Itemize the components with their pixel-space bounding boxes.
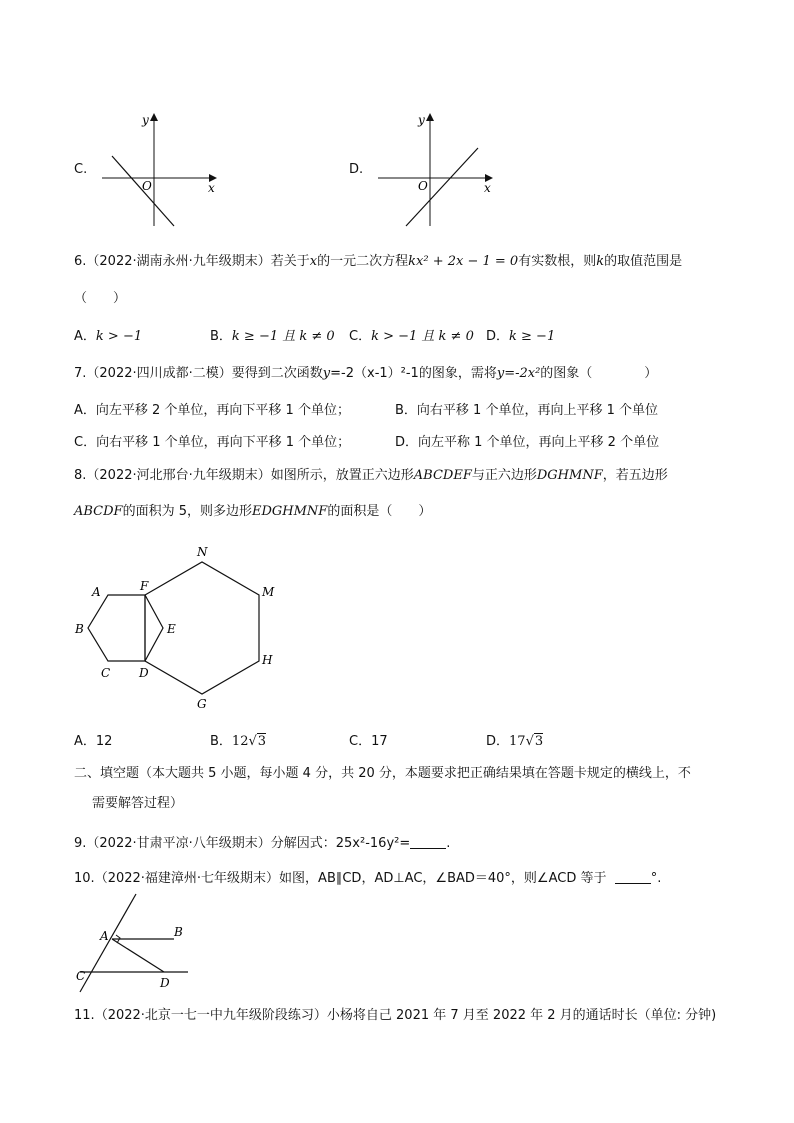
- label-c: C: [76, 969, 86, 983]
- option-value: k ≥ −1 且 k ≠ 0: [231, 329, 335, 344]
- option-a: A．12: [74, 734, 113, 749]
- transversal-line: [80, 894, 136, 992]
- section-heading-cont: 需要解答过程）: [92, 796, 184, 811]
- option-d-graph: [374, 108, 499, 230]
- sqrt-sign: √: [525, 734, 534, 749]
- stem-text: 小杨将自己 2021 年 7 月至 2022 年 2 月的通话时长（单位: 分钟): [326, 1008, 717, 1023]
- function-y: y: [322, 366, 331, 381]
- stem-text: 如图，AB∥CD，AD⊥AC，∠BAD＝40°，则∠ACD 等于: [279, 871, 607, 886]
- question-number: 9.: [74, 836, 87, 851]
- label-c: C: [101, 666, 111, 680]
- question-source: （2022·湖南永州·九年级期末）: [86, 254, 271, 269]
- option-label: D．: [486, 734, 510, 749]
- question-7-stem: [74, 362, 657, 381]
- question-number: 6.: [74, 254, 87, 269]
- label-a: A: [92, 585, 101, 599]
- stem-text: 的一元二次方程: [317, 254, 409, 269]
- option-b: [210, 730, 266, 749]
- stem-text: ，若五边形: [602, 468, 668, 483]
- hexagon-dghmnf: [145, 562, 259, 694]
- option-label: A．: [74, 329, 96, 344]
- stem-text: 的图象（ ）: [540, 366, 658, 381]
- axis-x-label: x: [484, 181, 491, 195]
- option-c: [349, 325, 474, 344]
- question-source: （2022·甘肃平凉·八年级期末）: [86, 836, 271, 851]
- stem-text: 与正六边形: [471, 468, 537, 483]
- question-6-stem: [74, 250, 682, 269]
- question-11: [74, 1004, 716, 1023]
- function-expression: y=-2x²: [496, 366, 541, 381]
- origin-label: O: [142, 179, 152, 193]
- question-source: （2022·四川成都·二模）: [86, 366, 232, 381]
- option-a: [74, 325, 142, 344]
- question-source: （2022·北京一七一中九年级阶段练习）: [94, 1008, 327, 1023]
- label-d: D: [160, 976, 170, 990]
- segment-ad: [112, 939, 164, 972]
- label-f: F: [140, 579, 149, 593]
- stem-text: 分解因式：25x²-16y²=: [270, 836, 411, 851]
- axis-y-label: y: [418, 113, 425, 127]
- equation: kx² + 2x − 1 = 0: [408, 254, 519, 269]
- stem-end: .: [446, 836, 451, 851]
- section-heading: 二、填空题（本大题共 5 小题，每小题 4 分，共 20 分，本题要求把正确结果填在答题卡规定的横线上，不: [74, 766, 691, 781]
- option-value: k > −1 且 k ≠ 0: [371, 329, 474, 344]
- answer-paren: （ ）: [74, 291, 127, 306]
- option-b: B．向右平移 1 个单位，再向上平移 1 个单位: [395, 403, 658, 418]
- stem-text: 如图所示，放置正六边形: [270, 468, 414, 483]
- question-number: 7.: [74, 366, 87, 381]
- stem-end: °.: [650, 871, 662, 886]
- hexagon-name: DGHMNF: [536, 468, 603, 483]
- parallel-lines-figure: [70, 888, 195, 993]
- question-source: （2022·福建漳州·七年级期末）: [94, 871, 280, 886]
- option-label: B．: [210, 734, 232, 749]
- stem-text: 有实数根，则: [518, 254, 597, 269]
- sqrt-sign: √: [248, 734, 257, 749]
- option-d-label: D.: [349, 162, 364, 177]
- answer-blank[interactable]: [410, 836, 446, 849]
- question-8-stem-line2: [74, 500, 431, 519]
- hexagon-figure: [70, 540, 285, 712]
- label-d: D: [139, 666, 149, 680]
- label-a: A: [100, 929, 109, 943]
- label-e: E: [167, 622, 176, 636]
- hexagon-name: ABCDEF: [413, 468, 472, 483]
- question-10: [74, 867, 661, 886]
- option-c-graph: [98, 108, 223, 230]
- label-b: B: [174, 925, 183, 939]
- question-number: 8.: [74, 468, 87, 483]
- polygon-name: EDGHMNF: [251, 504, 328, 519]
- label-n: N: [197, 545, 208, 559]
- option-c: C．17: [349, 734, 388, 749]
- option-d: D．向左平称 1 个单位，再向上平移 2 个单位: [395, 435, 660, 450]
- answer-blank[interactable]: [615, 871, 651, 884]
- question-number: 11.: [74, 1008, 95, 1023]
- radicand: 3: [534, 734, 544, 749]
- function-expression: =-2（x-1）²-1: [330, 366, 419, 381]
- label-g: G: [197, 697, 207, 711]
- option-d: [486, 325, 555, 344]
- pentagon-name: ABCDF: [74, 504, 123, 519]
- option-c: C．向右平移 1 个单位，再向下平移 1 个单位；: [74, 435, 351, 450]
- question-number: 10.: [74, 871, 95, 886]
- option-a: A．向左平移 2 个单位，再向下平移 1 个单位；: [74, 403, 350, 418]
- option-label: C．: [349, 329, 372, 344]
- option-b: [210, 325, 335, 344]
- stem-text: 的图象，需将: [418, 366, 497, 381]
- stem-text: 的取值范围是: [604, 254, 683, 269]
- question-8-stem: [74, 464, 668, 483]
- hexagon-abcdef: [88, 595, 163, 661]
- coefficient: 12: [231, 734, 249, 749]
- stem-text: 要得到二次函数: [231, 366, 323, 381]
- stem-text: 的面积为 5，则多边形: [122, 504, 252, 519]
- function-line: [406, 148, 478, 226]
- label-h: H: [262, 653, 273, 667]
- label-m: M: [262, 585, 275, 599]
- option-value: k > −1: [95, 329, 143, 344]
- question-9: [74, 832, 450, 851]
- option-c-label: C.: [74, 162, 88, 177]
- question-source: （2022·河北邢台·九年级期末）: [86, 468, 271, 483]
- option-label: D．: [486, 329, 510, 344]
- radicand: 3: [257, 734, 267, 749]
- coefficient: 17: [509, 734, 526, 749]
- var-k: k: [596, 254, 605, 269]
- stem-text: 若关于: [270, 254, 310, 269]
- axis-x-label: x: [208, 181, 215, 195]
- option-label: B．: [210, 329, 232, 344]
- origin-label: O: [418, 179, 428, 193]
- option-value: k ≥ −1: [509, 329, 556, 344]
- stem-text: 的面积是（ ）: [327, 504, 432, 519]
- axis-y-label: y: [142, 113, 149, 127]
- option-d: [486, 730, 543, 749]
- label-b: B: [75, 622, 84, 636]
- var-x: x: [309, 254, 318, 269]
